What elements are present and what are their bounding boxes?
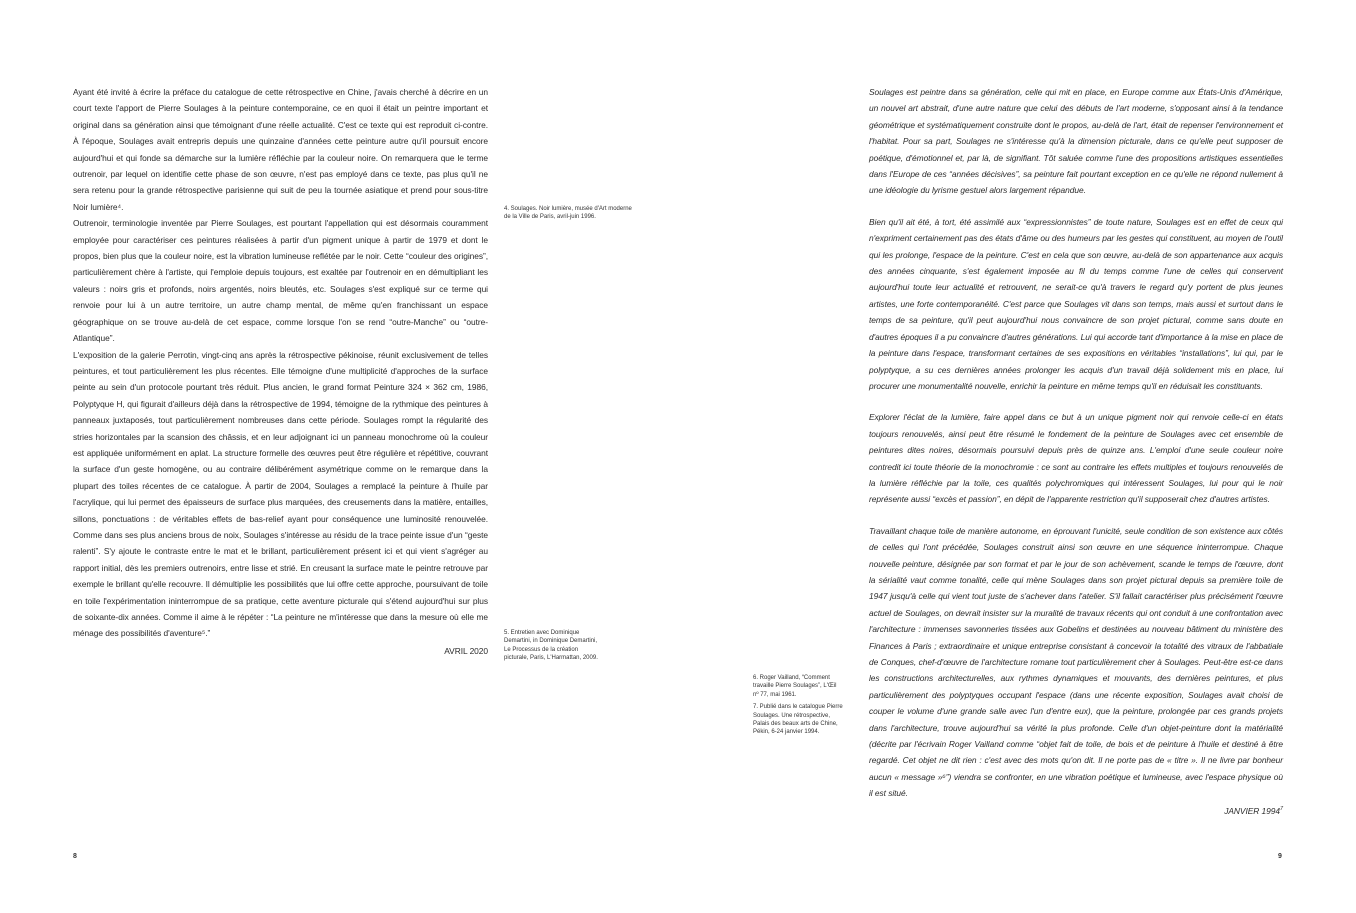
footnote-text: 4. Soulages. Noir lumière, musée d'Art moderne de la Ville de Paris, avril-juin 1996. bbox=[504, 206, 632, 221]
footnote-4 bbox=[504, 205, 634, 226]
footnote-5 bbox=[504, 629, 604, 667]
footnote-text: 5. Entretien avec Dominique Demartini, in Dominique Demartini, Le Processus de la création picturale, Paris, L'Harmattan, 2009. bbox=[504, 630, 598, 662]
paragraph: L'exposition de la galerie Perrotin, vingt-cinq ans après la rétrospective pékinoise, réunit exclusivement de telles peintures, et tout particulièrement les plus récentes. Elle témoigne d'une multiplicité d'approches de la surface peinte au sein d'un protocole pourtant très réduit. Plus ancien, le grand format Peinture 324 × 362 cm, 1986, Polyptyque H, qui figurait d'ailleurs déjà dans la rétrospective de 1994, témoigne de la rythmique des peintures à panneaux juxtaposés, tout particulièrement nombreuses dans cette période. Soulages rompt la régularité des stries horizontales par la scansion des châssis, et en leur adjoignant ici un panneau monochrome où la couleur est appliquée uniformément en aplat. La structure formelle des œuvres peut être régulière et répétitive, couvrant la surface d'un geste homogène, ou au contraire délibérément asymétrique comme on le remarque dans la plupart des toiles récentes de ce catalogue. À partir de 2004, Soulages a remplacé la peinture à l'huile par l'acrylique, qui lui permet des épaisseurs de surface plus marquées, des creusements dans la matière, entailles, sillons, ponctuations : de véritables effets de bas-relief ayant pour conséquence une luminosité renouvelée. Comme dans ses plus anciens brous de noix, Soulages s'intéresse au résidu de la trace peinte issue d'un “geste ralenti”. S'y ajoute le contraste entre le mat et le brillant, particulièrement présent ici et qui vient s'agréger au rapport initial, dès les premiers outrenoirs, entre lisse et strié. En creusant la surface mate le peintre retrouve par exemple le brillant qu'elle recouvre. Il démultiplie les possibilités que lui offre cette approche, poursuivant de toile en toile l'expérimentation ininterrompue de sa pratique, cette aventure picturale qui s'étend aujourd'hui sur plus de soixante-dix années. Comme il aime à le répéter : “La peinture ne m'intéresse que dans la mesure où elle me ménage des possibilités d'aventure⁵.” bbox=[73, 349, 488, 639]
paragraph: Soulages est peintre dans sa génération, celle qui mit en place, en Europe comme aux États-Unis d'Amérique, un nouvel art abstrait, d'une autre nature que celui des débuts de l'art moderne, s'opposant ainsi à la tendance géométrique et systématiquement construite dont le propos, au-delà de l'art, était de repenser l'environnement et l'habitat. Pour sa part, Soulages ne s'intéresse qu'à la dimension picturale, dans ce qu'elle peut supposer de poétique, d'émotionnel et, par là, de signifiant. Tôt saluée comme l'une des propositions artistiques essentielles dans l'Europe de ces “années décisives”, sa peinture fait pourtant exception en ce qu'elle ne répond nullement à une idéologie du lyrisme gestuel alors largement répandue. bbox=[869, 87, 1283, 196]
paragraph: Bien qu'il ait été, à tort, été assimilé aux “expressionnistes” de toute nature, Soulages est en effet de ceux qui n'expriment certainement pas des états d'âme ou des humeurs par les gestes qui constituent, au moyen de l'outil qui les prolonge, l'espace de la peinture. C'est en cela que son œuvre, au-delà de son appartenance aux acquis des années cinquante, s'est également imposée au fil du temps comme l'une de celles qui conservent aujourd'hui toute leur actualité et retrouvent, ne serait-ce qu'à travers le regard qu'y portent de plus jeunes artistes, une forte contemporanéité. C'est parce que Soulages vit dans son temps, mais aussi et surtout dans le temps de sa peinture, qu'il peut aujourd'hui nous convaincre de son projet pictural, comme sans doute en d'autres époques il a pu convaincre d'autres générations. Lui qui accorde tant d'importance à la mise en place de la peinture dans l'espace, transformant certaines de ses expositions en véritables “installations”, lui qui, par le polyptyque, a su ces dernières années prolonger les acquis d'un travail déjà solidement mis en place, lui procurer une monumentalité nouvelle, enrichir la peinture en même temps qu'il en réduisait les constituants. bbox=[869, 216, 1283, 391]
signature-text: JANVIER 1994 bbox=[1224, 805, 1280, 816]
footnote-text: 7. Publié dans le catalogue Pierre Soulages. Une rétrospective, Palais des beaux arts de Chine, Pékin, 6-24 janvier 1994. bbox=[753, 704, 843, 736]
footnotes-6-7 bbox=[753, 674, 843, 741]
footnote-text: 6. Roger Vailland, “Comment travaille Pierre Soulages”, L'Œil nº 77, mai 1961. bbox=[753, 675, 837, 698]
paragraph: Travaillant chaque toile de manière autonome, en éprouvant l'unicité, seule condition de son existence aux côtés de celles qui l'ont précédée, Soulages construit ainsi son œuvre en une séquence ininterrompue. Chaque nouvelle peinture, désignée par son format et par le jour de son achèvement, scande le temps de l'œuvre, dont la sérialité vaut comme tonalité, celle qui mène Soulages dans son projet pictural depuis sa première toile de 1947 jusqu'à celle qui vient tout juste de s'achever dans l'atelier. S'il fallait caractériser plus précisément l'œuvre actuel de Soulages, on devrait insister sur la muralité de travaux récents qui ont conduit à une confrontation avec l'architecture : immenses savonneries tissées aux Gobelins et destinées au nouveau bâtiment du ministère des Finances à Paris ; extraordinaire et unique entreprise consistant à concevoir la totalité des vitraux de l'abbatiale de Conques, chef-d'œuvre de l'architecture romane tout particulièrement cher à Soulages. Peut-être est-ce dans les constructions architecturelles, aux rythmes dynamiques et mouvants, des dernières peintures, et plus particulièrement des polyptyques occupant l'espace (dans une récente exposition, Soulages avait choisi de couper le volume d'une grande salle avec l'un d'entre eux), que la peinture, prolongée par ces grands projets dans l'architecture, trouve aujourd'hui sa vérité la plus profonde. Celle d'un objet-peinture dont la matérialité (décrite par l'écrivain Roger Vailland comme “objet fait de toile, de bois et de peinture à l'huile et destiné à être regardé. Cet objet ne dit rien : c'est avec des mots qu'on dit. Il ne porte pas de « titre ». Il ne livre par bonheur aucun « message »⁶”) viendra se confronter, en une vibration poétique et lumineuse, avec l'espace physique où il est situé. bbox=[869, 525, 1283, 799]
right-body-text bbox=[869, 84, 1283, 819]
paragraph: Explorer l'éclat de la lumière, faire appel dans ce but à un unique pigment noir qui renvoie celle-ci en états toujours renouvelés, ainsi peut être résumé le fondement de la peinture de Soulages avec cet ensemble de peintures dites noires, désormais poursuivi depuis près de quinze ans. L'emploi d'une seule couleur noire contredit ici toute théorie de la monochromie : ce sont au contraire les effets multiples et toujours renouvelés de la lumière réfléchie par la toile, ces qualités polychromiques qui intéressent Soulages, lui pour qui le noir représente aussi “excès et passion”, en dépit de l'apparente restriction qu'il supposerait chez d'autres artistes. bbox=[869, 412, 1283, 505]
signature-date bbox=[869, 803, 1283, 819]
page-number-right: 9 bbox=[1278, 853, 1282, 860]
left-body-text bbox=[73, 84, 488, 659]
right-page bbox=[678, 0, 1356, 913]
footnote-ref: 7 bbox=[1279, 805, 1283, 812]
page-number-left: 8 bbox=[73, 853, 77, 860]
paragraph: Ayant été invité à écrire la préface du catalogue de cette rétrospective en Chine, j'avais cherché à décrire en un court texte l'apport de Pierre Soulages à la peinture contemporaine, ce en quoi il était un peintre important et original dans sa génération ainsi que témoignant d'une réelle actualité. C'est ce texte qui est reproduit ci-contre. À l'époque, Soulages avait entrepris depuis une quinzaine d'années cette peinture autre qu'il poursuit encore aujourd'hui et qui fonde sa démarche sur la lumière réfléchie par la couleur noire. On remarquera que le terme outrenoir, par lequel on identifie cette phase de son œuvre, n'est pas employé dans ce texte, pas plus qu'il ne sera retenu pour la grande rétrospective parisienne qui suit de peu la tournée asiatique et prend pour sous-titre Noir lumière⁴. bbox=[73, 87, 488, 212]
signature-date: AVRIL 2020 bbox=[444, 645, 488, 656]
paragraph: Outrenoir, terminologie inventée par Pierre Soulages, est pourtant l'appellation qui est désormais couramment employée pour caractériser ces peintures réalisées à partir d'un pigment unique à partir de 1979 et dont le propos, bien plus que la couleur noire, est la vibration lumineuse reflétée par le noir. Cette “couleur des origines”, particulièrement chère à l'artiste, qui l'emploie depuis toujours, est exaltée par l'outrenoir en en démultipliant les valeurs : noirs gris et profonds, noirs argentés, noirs bleutés, etc. Soulages s'est expliqué sur ce terme qui renvoie pour lui à un autre territoire, un autre champ mental, de même qu'en franchissant un espace géographique on se trouve au-delà de cet espace, comme lorsque l'on se rend “outre-Manche” ou “outre-Atlantique”. bbox=[73, 218, 488, 344]
